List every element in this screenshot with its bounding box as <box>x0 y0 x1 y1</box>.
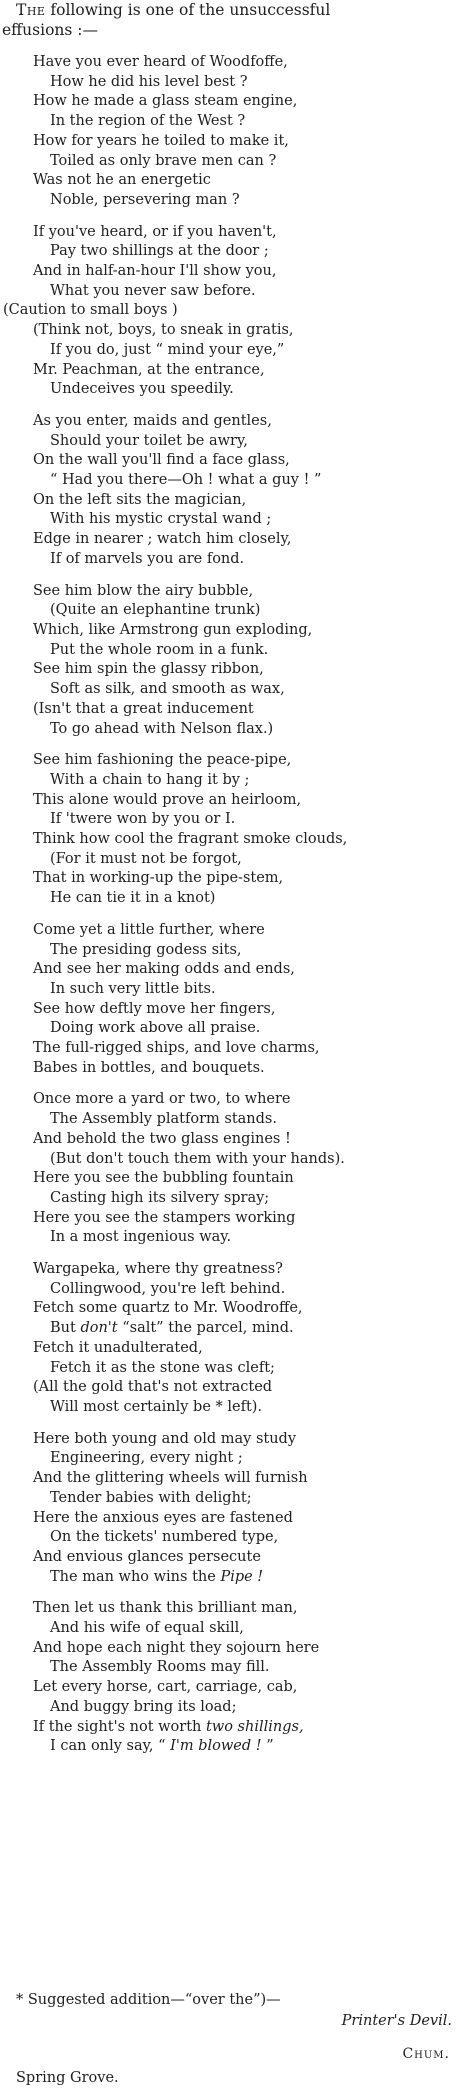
poem-line: Think how cool the fragrant smoke clouds, <box>33 831 348 848</box>
poem-line: And behold the two glass engines ! <box>33 1130 291 1147</box>
poem-line: With a chain to hang it by ; <box>50 771 250 788</box>
stanza <box>0 1599 472 1757</box>
poem-line: Let every horse, cart, carriage, cab, <box>33 1679 298 1696</box>
poem-line: Collingwood, you're left behind. <box>50 1280 286 1297</box>
poem-line: To go ahead with Nelson flax.) <box>50 720 274 737</box>
poem-line: On the left sits the magician, <box>33 491 247 508</box>
poem-line: And see her making odds and ends, <box>33 961 295 978</box>
poem-line: Undeceives you speedily. <box>50 381 234 398</box>
poem-line: And buggy bring its load; <box>50 1698 237 1715</box>
poem-line: How for years he toiled to make it, <box>33 132 289 149</box>
poem-line: Noble, persevering man ? <box>50 191 240 208</box>
poem-line: Wargapeka, where thy greatness? <box>33 1261 283 1278</box>
poem-line: Here the anxious eyes are fastened <box>33 1509 293 1526</box>
stanza <box>0 1090 472 1248</box>
poem-line: The man who wins the Pipe ! <box>50 1568 264 1585</box>
printers-devil-note: Printer's Devil. <box>341 2013 452 2029</box>
poem-line: The full-rigged ships, and love charms, <box>33 1040 320 1057</box>
poem-line: On the tickets' numbered type, <box>50 1529 279 1546</box>
stanza <box>0 921 472 1079</box>
stanza <box>0 53 472 211</box>
poem-line: Here both young and old may study <box>33 1430 297 1447</box>
stanza <box>0 1260 472 1418</box>
poem-line: Was not he an energetic <box>33 172 211 189</box>
poem-line: Toiled as only brave men can ? <box>50 152 277 169</box>
poem-line: Will most certainly be * left). <box>50 1399 263 1415</box>
poem-line: Have you ever heard of Woodfoffe, <box>33 54 288 70</box>
poem-line: (But don't touch them with your hands). <box>50 1150 345 1167</box>
poem-line: Put the whole room in a funk. <box>50 641 269 658</box>
poem-line: Pay two shillings at the door ; <box>50 243 269 260</box>
poem-line: Tender babies with delight; <box>50 1489 252 1506</box>
poem-line: Engineering, every night ; <box>50 1450 243 1467</box>
intro-line-1 <box>16 0 330 20</box>
poem-line: Then let us thank this brilliant man, <box>33 1600 298 1617</box>
poem-line: With his mystic crystal wand ; <box>50 511 272 528</box>
poem-line: Once more a yard or two, to where <box>33 1091 291 1108</box>
poem-line: Fetch some quartz to Mr. Woodroffe, <box>33 1300 303 1317</box>
poem-line: Soft as silk, and smooth as wax, <box>50 681 285 698</box>
poem-line: Babes in bottles, and bouquets. <box>33 1059 265 1076</box>
poem-line: That in working-up the pipe-stem, <box>33 870 284 887</box>
poem-line: (Quite an elephantine trunk) <box>50 602 261 619</box>
intro-lead-word: The <box>16 1 46 19</box>
poem-line: He can tie it in a knot) <box>50 890 216 907</box>
poem-line: The Assembly platform stands. <box>50 1111 277 1128</box>
poem-line: The Assembly Rooms may fill. <box>50 1659 270 1676</box>
poem-line: But don't “salt” the parcel, mind. <box>50 1320 294 1337</box>
poem-line: And the glittering wheels will furnish <box>33 1470 308 1487</box>
poem-line: See him spin the glassy ribbon, <box>33 661 264 678</box>
poem-line: And envious glances persecute <box>33 1548 261 1565</box>
poem-line: This alone would prove an heirloom, <box>33 791 302 808</box>
poem-line: Which, like Armstrong gun exploding, <box>33 621 313 638</box>
poem-line: What you never saw before. <box>50 282 256 299</box>
poem-line: If of marvels you are fond. <box>50 550 245 567</box>
poem-line: As you enter, maids and gentles, <box>33 412 272 429</box>
stanza <box>0 582 472 740</box>
poem-line: (For it must not be forgot, <box>50 850 242 867</box>
intro-line-1-text: following is one of the unsuccessful <box>45 1 331 19</box>
stanza <box>0 223 472 400</box>
intro-line-2: effusions :— <box>2 21 98 39</box>
author-signature: Chum. <box>402 2046 450 2062</box>
poem-line: Fetch it unadulterated, <box>33 1339 203 1356</box>
poem-line: Mr. Peachman, at the entrance, <box>33 361 265 378</box>
poem-line: Here you see the stampers working <box>33 1209 296 1226</box>
poem-line: “ Had you there—Oh ! what a guy ! ” <box>50 472 322 489</box>
poem-line: See how deftly move her fingers, <box>33 1000 276 1017</box>
poem-line: If you've heard, or if you haven't, <box>33 223 277 240</box>
poem-line: Doing work above all praise. <box>50 1020 261 1037</box>
poem-line: On the wall you'll find a face glass, <box>33 452 290 469</box>
stanza <box>0 751 472 909</box>
poem-line: Edge in nearer ; watch him closely, <box>33 531 292 548</box>
place-line: Spring Grove. <box>16 2070 119 2086</box>
poem-line: If 'twere won by you or I. <box>50 811 236 828</box>
poem-line: Come yet a little further, where <box>33 921 265 938</box>
poem-line: And his wife of equal skill, <box>50 1620 244 1637</box>
poem-line: (Think not, boys, to sneak in gratis, <box>33 322 294 339</box>
poem-line: Casting high its silvery spray; <box>50 1189 270 1206</box>
poem-line: How he made a glass steam engine, <box>33 93 298 110</box>
poem-line: I can only say, “ I'm blowed ! ” <box>50 1738 274 1755</box>
poem-line: Should your toilet be awry, <box>50 432 248 449</box>
poem-line: The presiding godess sits, <box>50 941 242 958</box>
poem-line: (Isn't that a great inducement <box>33 700 254 717</box>
poem-line: How he did his level best ? <box>50 73 248 90</box>
stanza <box>0 412 472 570</box>
poem <box>0 53 472 1769</box>
poem-line: And hope each night they sojourn here <box>33 1639 320 1656</box>
poem-line: In such very little bits. <box>50 980 216 997</box>
poem-line: See him blow the airy bubble, <box>33 582 254 599</box>
poem-line: If you do, just “ mind your eye,” <box>50 341 285 358</box>
footnote: * Suggested addition—“over the”)— <box>16 1992 281 2008</box>
poem-line: See him fashioning the peace-pipe, <box>33 752 292 769</box>
poem-line: And in half-an-hour I'll show you, <box>33 263 277 280</box>
poem-line: Fetch it as the stone was cleft; <box>50 1359 275 1376</box>
poem-line: In a most ingenious way. <box>50 1229 232 1246</box>
poem-line: If the sight's not worth two shillings, <box>33 1718 304 1735</box>
poem-line: In the region of the West ? <box>50 113 246 130</box>
poem-line: (All the gold that's not extracted <box>33 1379 273 1396</box>
poem-line: (Caution to small boys ) <box>3 302 178 319</box>
poem-line: Here you see the bubbling fountain <box>33 1170 294 1187</box>
stanza <box>0 1430 472 1588</box>
